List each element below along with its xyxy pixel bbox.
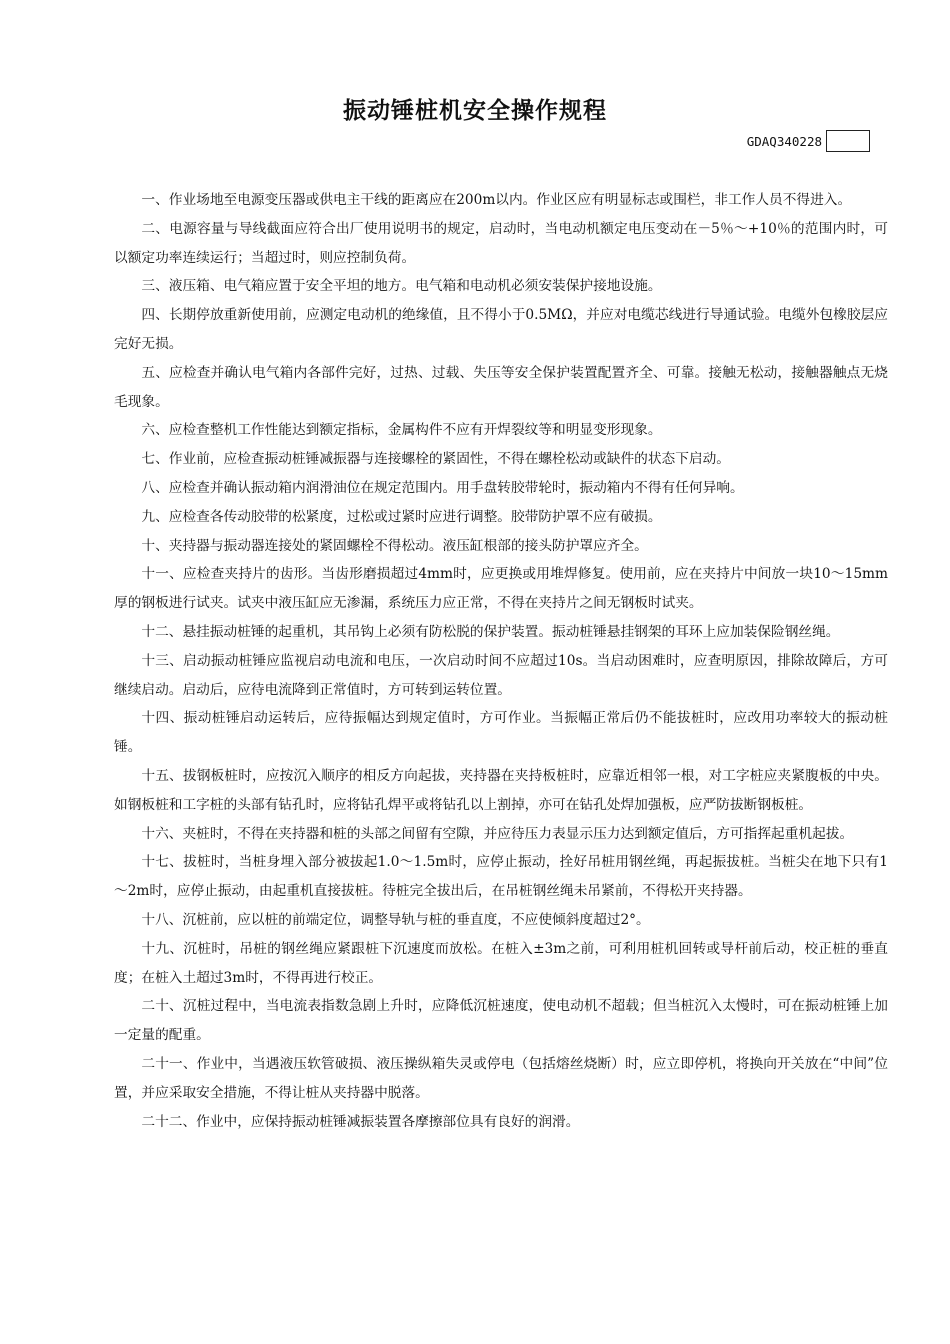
paragraph-3: 三、液压箱、电气箱应置于安全平坦的地方。电气箱和电动机必须安装保护接地设施。	[141, 278, 662, 295]
paragraph-12: 十二、悬挂振动桩锤的起重机，其吊钩上必须有防松脱的保护装置。振动桩锤悬挂钢架的耳环上应加装保险钢丝绳。	[141, 623, 840, 640]
paragraph-18: 十八、沉桩前，应以桩的前端定位，调整导轨与桩的垂直度，不应使倾斜度超过2°。	[141, 911, 650, 928]
document-code: GDAQ340228	[746, 133, 822, 149]
paragraph-1: 一、作业场地至电源变压器或供电主干线的距离应在200m以内。作业区应有明显标志或围栏，非工作人员不得进入。	[141, 192, 852, 208]
paragraph-20: 二十、沉桩过程中，当电流表指数急剧上升时，应降低沉桩速度，使电动机不超载；但当桩沉入太慢时，可在振动桩锤上加一定量的配重。	[114, 998, 888, 1044]
paragraph-22: 二十二、作业中，应保持振动桩锤减振装置各摩擦部位具有良好的润滑。	[141, 1113, 580, 1130]
paragraph-4: 四、长期停放重新使用前，应测定电动机的绝缘值，且不得小于0.5MΩ，并应对电缆芯线进行导通试验。电缆外包橡胶层应完好无损。	[114, 307, 888, 352]
paragraph-11: 十一、应检查夹持片的齿形。当齿形磨损超过4mm时，应更换或用堆焊修复。使用前，应在夹持片中间放一块10～15mm厚的钢板进行试夹。试夹中液压缸应无渗漏，系统压力应正常，不得在夹持片之间无钢板时试夹。	[114, 566, 888, 612]
paragraph-14: 十四、振动桩锤启动运转后，应待振幅达到规定值时，方可作业。当振幅正常后仍不能拔桩时，应改用功率较大的振动桩锤。	[114, 710, 888, 756]
paragraph-5: 五、应检查并确认电气箱内各部件完好，过热、过载、失压等安全保护装置配置齐全、可靠。接触无松动，接触器触点无烧毛现象。	[114, 364, 888, 410]
paragraph-7: 七、作业前，应检查振动桩锤减振器与连接螺栓的紧固性，不得在螺栓松动或缺件的状态下启动。	[141, 451, 730, 468]
paragraph-21: 二十一、作业中，当遇液压软管破损、液压操纵箱失灵或停电（包括熔丝烧断）时，应立即停机，将换向开关放在“中间”位置，并应采取安全措施，不得让桩从夹持器中脱落。	[114, 1055, 888, 1101]
document-body	[114, 186, 888, 1136]
paragraph-17: 十七、拔桩时，当桩身埋入部分被拔起1.0～1.5m时，应停止振动，拴好吊桩用钢丝绳，再起振拔桩。当桩尖在地下只有1～2m时，应停止振动，由起重机直接拔桩。待桩完全拔出后，在吊桩钢丝绳未吊紧前，不得松开夹持器。	[114, 854, 888, 900]
paragraph-15: 十五、拔钢板桩时，应按沉入顺序的相反方向起拔，夹持器在夹持板桩时，应靠近相邻一根，对工字桩应夹紧腹板的中央。如钢板桩和工字桩的头部有钻孔时，应将钻孔焊平或将钻孔以上割掉，亦可在钻孔处焊加强板，应严防拔断钢板桩。	[114, 767, 888, 813]
paragraph-16: 十六、夹桩时，不得在夹持器和桩的头部之间留有空隙，并应待压力表显示压力达到额定值后，方可指挥起重机起拔。	[141, 825, 854, 842]
paragraph-2: 二、电源容量与导线截面应符合出厂使用说明书的规定，启动时，当电动机额定电压变动在－5％～+10％的范围内时，可以额定功率连续运行；当超过时，则应控制负荷。	[114, 220, 888, 266]
code-box	[826, 130, 870, 152]
paragraph-8: 八、应检查并确认振动箱内润滑油位在规定范围内。用手盘转胶带轮时，振动箱内不得有任何异响。	[141, 479, 744, 496]
paragraph-9: 九、应检查各传动胶带的松紧度，过松或过紧时应进行调整。胶带防护罩不应有破损。	[141, 508, 662, 525]
paragraph-6: 六、应检查整机工作性能达到额定指标，金属构件不应有开焊裂纹等和明显变形现象。	[141, 422, 662, 439]
document-title: 振动锤桩机安全操作规程	[343, 98, 607, 124]
paragraph-13: 十三、启动振动桩锤应监视启动电流和电压，一次启动时间不应超过10s。当启动困难时，应查明原因，排除故障后，方可继续启动。启动后，应待电流降到正常值时，方可转到运转位置。	[114, 652, 888, 698]
paragraph-10: 十、夹持器与振动器连接处的紧固螺栓不得松动。液压缸根部的接头防护罩应齐全。	[141, 537, 648, 554]
paragraph-19: 十九、沉桩时，吊桩的钢丝绳应紧跟桩下沉速度而放松。在桩入±3m之前，可利用桩机回转或导杆前后动，校正桩的垂直度；在桩入土超过3m时，不得再进行校正。	[114, 940, 888, 986]
document-code-row	[747, 129, 870, 153]
